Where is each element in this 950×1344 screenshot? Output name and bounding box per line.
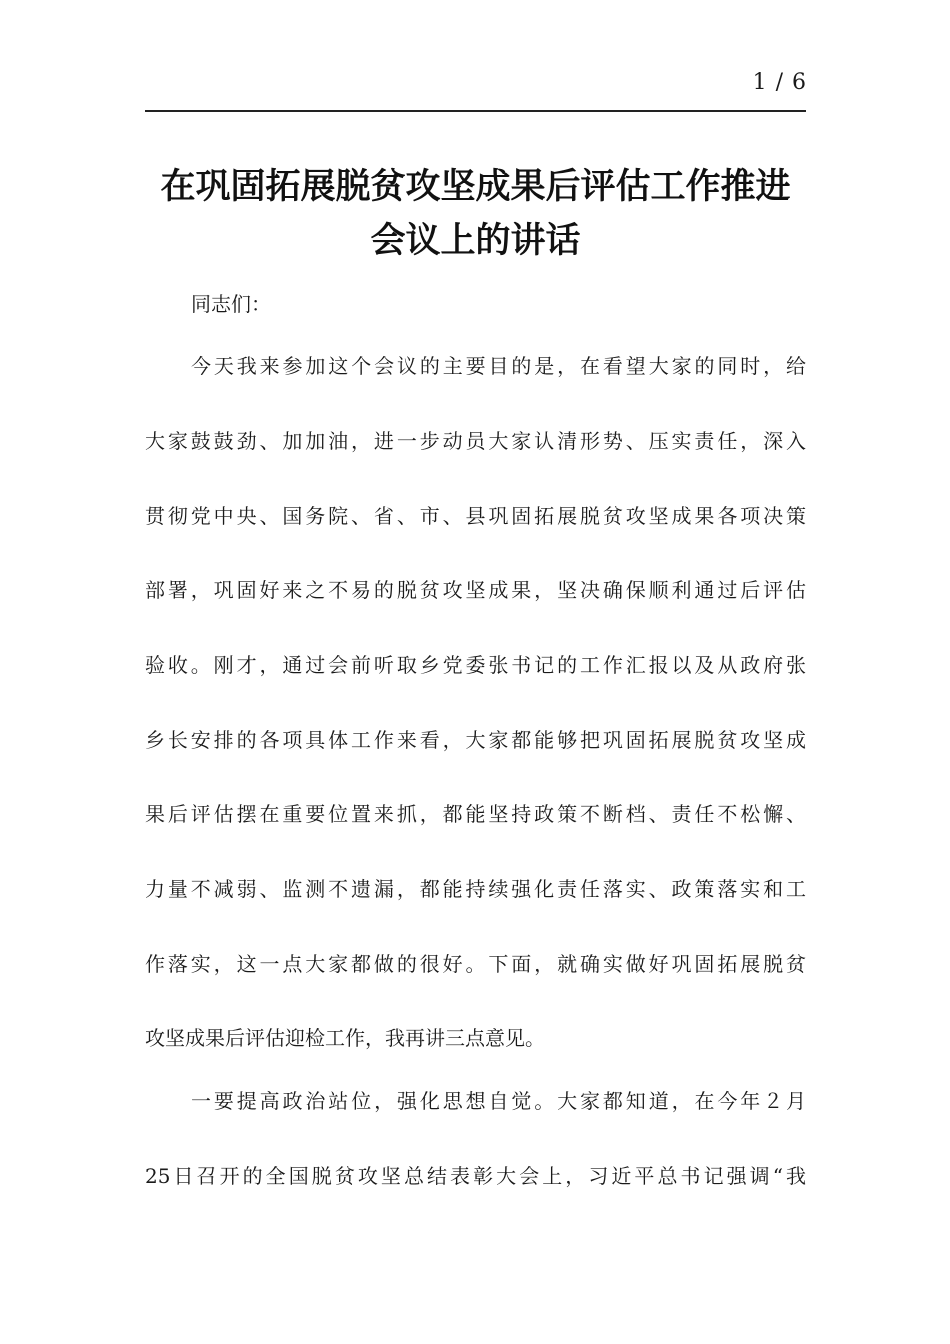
document-title — [145, 160, 806, 268]
body-line: 果后评估摆在重要位置来抓，都能坚持政策不断档、责任不松懈、 — [145, 802, 806, 826]
body-line: 验收。刚才，通过会前听取乡党委张书记的工作汇报以及从政府张 — [145, 653, 806, 677]
body-line: 25日召开的全国脱贫攻坚总结表彰大会上，习近平总书记强调“我 — [145, 1164, 806, 1188]
body-line: 今天我来参加这个会议的主要目的是，在看望大家的同时，给 — [191, 354, 806, 378]
body-line: 大家鼓鼓劲、加加油，进一步动员大家认清形势、压实责任，深入 — [145, 429, 806, 453]
body-line: 贯彻党中央、国务院、省、市、县巩固拓展脱贫攻坚成果各项决策 — [145, 504, 806, 528]
salutation: 同志们： — [191, 292, 271, 316]
title-line-2: 会议上的讲话 — [370, 221, 581, 261]
body-line: 乡长安排的各项具体工作来看，大家都能够把巩固拓展脱贫攻坚成 — [145, 728, 806, 752]
body-line: 力量不减弱、监测不遗漏，都能持续强化责任落实、政策落实和工 — [145, 877, 806, 901]
body-line: 攻坚成果后评估迎检工作，我再讲三点意见。 — [145, 1026, 545, 1050]
page-number: 1 / 6 — [752, 70, 807, 95]
body-line: 部署，巩固好来之不易的脱贫攻坚成果，坚决确保顺利通过后评估 — [145, 578, 806, 602]
body-line: 作落实，这一点大家都做的很好。下面，就确实做好巩固拓展脱贫 — [145, 952, 806, 976]
header-rule — [145, 110, 806, 112]
title-line-1: 在巩固拓展脱贫攻坚成果后评估工作推进 — [160, 167, 791, 207]
body-line: 一要提高政治站位，强化思想自觉。大家都知道，在今年２月 — [191, 1089, 806, 1113]
